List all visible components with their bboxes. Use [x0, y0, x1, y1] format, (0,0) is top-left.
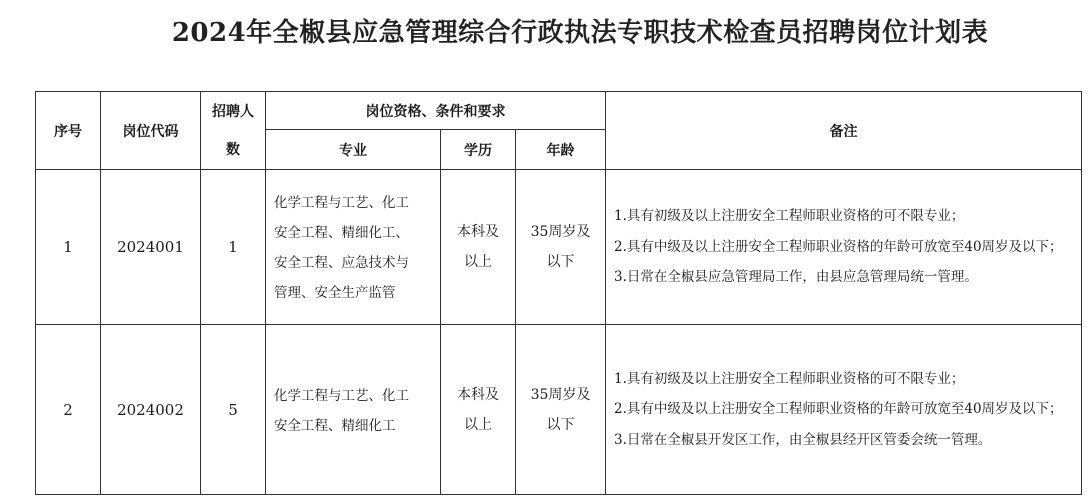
header-qualifications: 岗位资格、条件和要求 [266, 92, 606, 130]
age-line: 35周岁及 [530, 224, 591, 240]
header-age: 年龄 [516, 130, 606, 170]
age-line: 以下 [546, 254, 575, 270]
row-code: 2024002 [101, 325, 201, 495]
age-line: 以下 [546, 416, 575, 433]
table-row [36, 325, 1082, 495]
note-item: 2.具有中级及以上注册安全工程师职业资格的年龄可放宽至40周岁及以下； [614, 238, 1063, 255]
note-item: 3.日常在全椒县开发区工作，由全椒县经开区管委会统一管理。 [614, 431, 992, 448]
row-seq: 1 [36, 170, 101, 325]
major-line: 安全工程、应急技术与 [274, 255, 409, 271]
row-age [516, 325, 606, 495]
row-major [266, 170, 441, 325]
row-education [441, 325, 516, 495]
row-age [516, 170, 606, 325]
education-line: 本科及 [457, 224, 499, 240]
row-count: 5 [201, 325, 266, 495]
education-line: 以上 [464, 416, 492, 433]
row-notes [606, 325, 1082, 495]
row-major [266, 325, 441, 495]
major-line: 管理、安全生产监管 [274, 285, 396, 301]
note-item: 2.具有中级及以上注册安全工程师职业资格的年龄可放宽至40周岁及以下； [614, 401, 1063, 418]
recruitment-plan-table [35, 91, 1082, 495]
table-row [36, 170, 1082, 325]
page-title: 2024年全椒县应急管理综合行政执法专职技术检查员招聘岗位计划表 [171, 18, 989, 48]
row-education [441, 170, 516, 325]
header-education: 学历 [441, 130, 516, 170]
header-hire-count-line2: 数 [226, 141, 240, 158]
education-line: 以上 [464, 254, 492, 270]
note-item: 3.日常在全椒县应急管理局工作，由县应急管理局统一管理。 [614, 269, 978, 286]
major-line: 化学工程与工艺、化工 [274, 387, 409, 404]
education-line: 本科及 [457, 386, 499, 403]
note-item: 1.具有初级及以上注册安全工程师职业资格的可不限专业； [614, 370, 965, 387]
header-row-1 [36, 92, 1082, 130]
major-line: 安全工程、精细化工、 [274, 225, 409, 241]
major-line: 安全工程、精细化工 [274, 417, 396, 434]
row-notes [606, 170, 1082, 325]
row-count: 1 [201, 170, 266, 325]
header-major: 专业 [266, 130, 441, 170]
row-code: 2024001 [101, 170, 201, 325]
header-hire-count-line1: 招聘人 [212, 103, 254, 120]
row-seq: 2 [36, 325, 101, 495]
age-line: 35周岁及 [530, 386, 591, 403]
major-line: 化学工程与工艺、化工 [274, 195, 409, 211]
header-code: 岗位代码 [101, 92, 201, 170]
header-hire-count [201, 92, 266, 170]
note-item: 1.具有初级及以上注册安全工程师职业资格的可不限专业； [614, 208, 965, 225]
header-notes: 备注 [606, 92, 1082, 170]
header-seq: 序号 [36, 92, 101, 170]
